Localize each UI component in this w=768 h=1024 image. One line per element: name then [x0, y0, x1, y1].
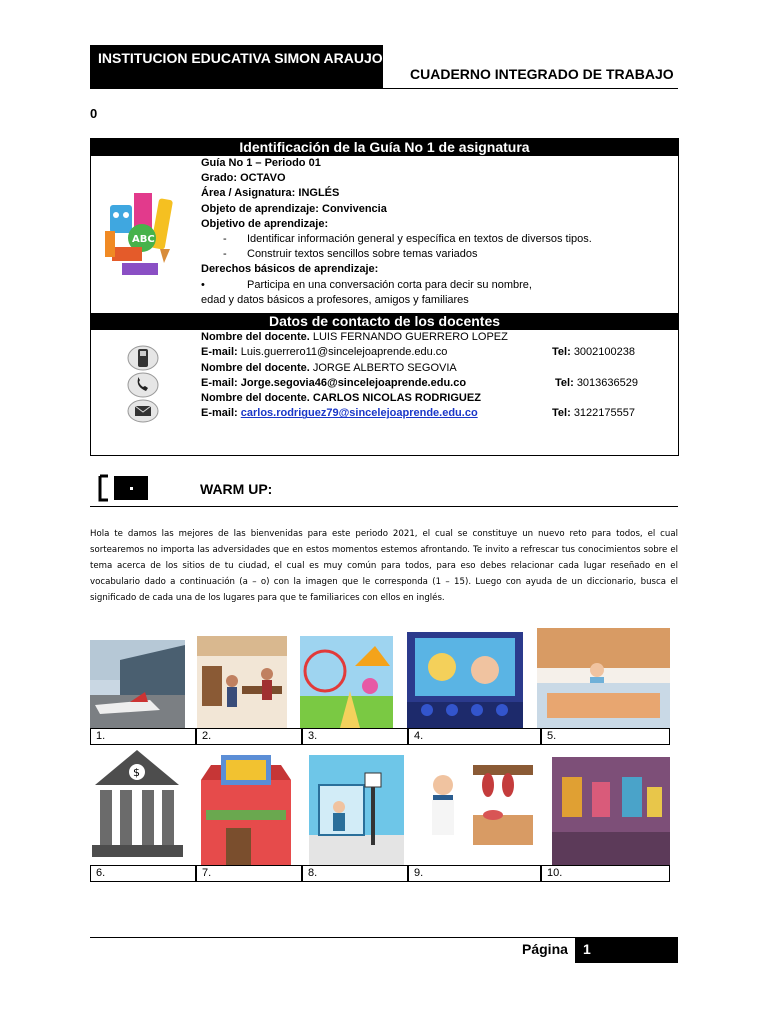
page-mark: 0 — [90, 106, 98, 121]
answer-box[interactable]: 1. — [90, 728, 196, 745]
answer-box[interactable]: 3. — [302, 728, 408, 745]
answer-box[interactable]: 8. — [302, 865, 408, 882]
cinema-image — [407, 632, 523, 728]
contacts-heading: Datos de contacto de los docentes — [91, 313, 678, 330]
guide-object: Objeto de aprendizaje: Convivencia — [201, 202, 387, 215]
teacher-email-link[interactable]: carlos.rodriguez79@sincelejoaprende.edu.co — [240, 407, 478, 420]
clothing-store-image — [552, 757, 670, 865]
guide-heading: Identificación de la Guía No 1 de asignatura — [91, 139, 678, 156]
teacher-email-row: E-mail: Luis.guerrero11@sincelejoaprende.edu.co Tel: 3002100238 — [201, 346, 635, 359]
svg-text:$: $ — [133, 766, 140, 779]
objective-label: Objetivo de aprendizaje: — [201, 217, 329, 230]
envelope-icon — [127, 399, 159, 423]
institution-name: INSTITUCION EDUCATIVA SIMON ARAUJO — [90, 45, 383, 89]
svg-text:ABC: ABC — [132, 234, 155, 245]
phone-icon — [127, 372, 159, 398]
bakery-image — [537, 628, 670, 728]
phone-device-icon — [127, 345, 159, 371]
teacher-name-row: Nombre del docente. JORGE ALBERTO SEGOVIA — [201, 361, 457, 374]
rights-item: • Participa en una conversación corta para decir su nombre, — [201, 278, 532, 291]
amusement-park-image — [300, 636, 393, 728]
answer-box[interactable]: 7. — [196, 865, 302, 882]
teacher-email-row: E-mail: Jorge.segovia46@sincelejoaprende.edu.co Tel: 3013636529 — [201, 376, 638, 389]
warmup-paragraph: Hola te damos las mejores de las bienvenidas para este periodo 2021, el cual se constituye un nuevo reto para todos, el cual sortearemos no importa las adversidades que en estos momentos estemos afrontando. Te invito a refrescar tus conocimientos sobre el tema acerca de los sitios de tu ciudad, el cual es muy común para todos, para eso debes relacionar cada lugar reseñado en el vocabulario dado a continuación (a – o) con la imagen que le corresponda (1 – 15). Luego con ayuda de un diccionario, busca el significado de cada una de los lugares para que te familiarices con ellos en inglés. — [90, 529, 678, 603]
header-divider — [383, 88, 678, 89]
warmup-divider — [90, 506, 678, 507]
page-label: Página — [522, 941, 568, 957]
rights-item-cont: edad y datos básicos a profesores, amigos y familiares — [201, 293, 469, 306]
objective-item: - Construir textos sencillos sobre temas variados — [223, 248, 478, 261]
answer-box[interactable]: 9. — [408, 865, 541, 882]
answer-box[interactable]: 6. — [90, 865, 196, 882]
bank-image — [90, 745, 185, 865]
butcher-shop-image — [418, 760, 538, 865]
teacher-email-row: E-mail: carlos.rodriguez79@sincelejoaprende.edu.co Tel: 3122175557 — [201, 407, 635, 420]
office-image — [197, 636, 287, 728]
bookstore-image — [196, 750, 296, 865]
objective-item: - Identificar información general y específica en textos de diversos tipos. — [223, 233, 592, 246]
airport-image — [90, 640, 185, 728]
guide-number: Guía No 1 – Periodo 01 — [201, 157, 321, 169]
rights-label: Derechos básicos de aprendizaje: — [201, 263, 379, 276]
answer-box[interactable]: 4. — [408, 728, 541, 745]
answer-box[interactable]: 2. — [196, 728, 302, 745]
school-supplies-image — [100, 183, 182, 283]
warmup-title: WARM UP: — [200, 481, 273, 497]
door-exit-icon — [98, 474, 150, 502]
answer-box[interactable]: 5. — [541, 728, 670, 745]
bus-stop-image — [309, 755, 404, 865]
teacher-name-row: Nombre del docente. CARLOS NICOLAS RODRIGUEZ — [201, 392, 481, 405]
teacher-name-row: Nombre del docente. LUIS FERNANDO GUERRERO LOPEZ — [201, 331, 508, 343]
notebook-title: CUADERNO INTEGRADO DE TRABAJO — [410, 66, 674, 82]
answer-box[interactable]: 10. — [541, 865, 670, 882]
guide-area: Área / Asignatura: INGLÉS — [201, 187, 340, 200]
guide-grade: Grado: OCTAVO — [201, 172, 286, 185]
page-number: 1 — [575, 937, 678, 963]
